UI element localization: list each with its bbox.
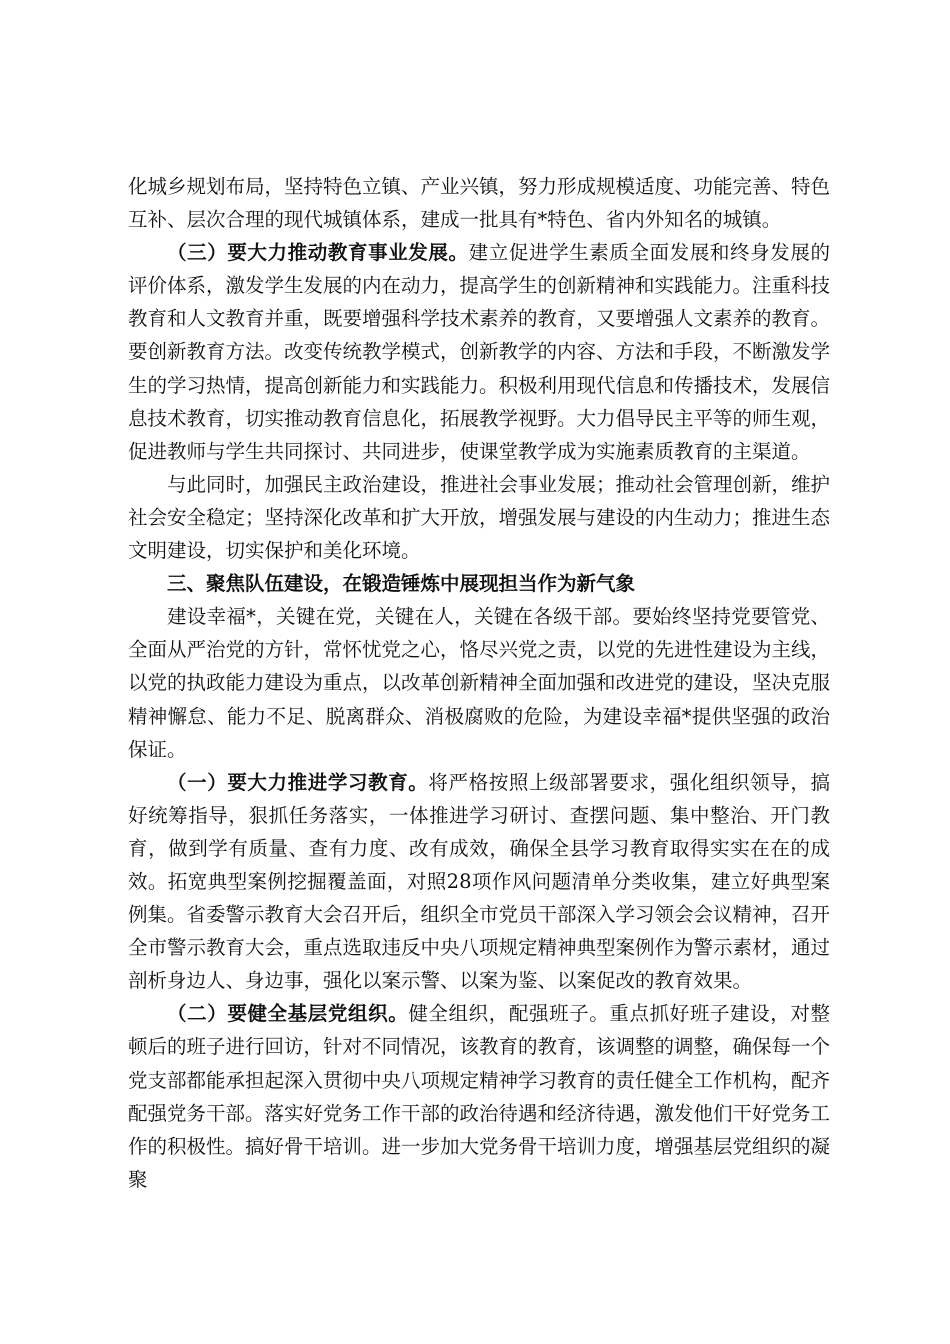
paragraph-study-education xyxy=(128,766,830,998)
paragraph-meanwhile: 与此同时，加强民主政治建设，推进社会事业发展；推动社会管理创新，维护社会安全稳定；坚持深化改革和扩大开放，增强发展与建设的内生动力；推进生态文明建设，切实保护和美化环境。 xyxy=(128,472,831,563)
document-body xyxy=(128,170,830,1196)
paragraph-urban-planning: 化城乡规划布局，坚持特色立镇、产业兴镇，努力形成规模适度、功能完善、特色互补、层次合理的现代城镇体系，建成一批具有*特色、省内外知名的城镇。 xyxy=(128,175,831,232)
paragraph-party-building: 建设幸福*，关键在党，关键在人，关键在各级干部。要始终坚持党要管党、全面从严治党的方针，常怀忧党之心，恪尽兴党之责，以党的先进性建设为主线，以党的执政能力建设为重点，以改革创新精神全面加强和改进党的建设，坚决克服精神懈怠、能力不足、脱离群众、消极腐败的危险，为建设幸福*提供坚强的政治保证。 xyxy=(128,605,831,761)
paragraph-grassroots-party xyxy=(128,997,830,1196)
section-heading-team-building: 三、聚焦队伍建设，在锻造锤炼中展现担当作为新气象 xyxy=(167,572,636,596)
section-lead-study-education: （一）要大力推进学习教育。 xyxy=(167,770,429,794)
paragraph-study-education-body: 将严格按照上级部署要求，强化组织领导，搞好统筹指导，狠抓任务落实，一体推进学习研讨、查摆问题、集中整治、开门教育，做到学有质量、查有力度、改有成效，确保全县学习教育取得实实在在的成效。拓宽典型案例挖掘覆盖面，对照28项作风问题清单分类收集，建立好典型案例集。省委警示教育大会召开后，组织全市党员干部深入学习领会会议精神，召开全市警示教育大会，重点选取违反中央八项规定精神典型案例作为警示素材，通过剖析身边人、身边事，强化以案示警、以案为鉴、以案促改的教育效果。 xyxy=(128,770,831,993)
paragraph-education-body: 建立促进学生素质全面发展和终身发展的评价体系，激发学生发展的内在动力，提高学生的创新精神和实践能力。注重科技教育和人文教育并重，既要增强科学技术素养的教育，又要增强人文素养的教育。要创新教育方法。改变传统教学模式，创新教学的内容、方法和手段，不断激发学生的学习热情，提高创新能力和实践能力。积极利用现代信息和传播技术，发展信息技术教育，切实推动教育信息化，拓展教学视野。大力倡导民主平等的师生观，促进教师与学生共同探讨、共同进步，使课堂教学成为实施素质教育的主渠道。 xyxy=(128,241,831,463)
paragraph-education xyxy=(128,236,830,468)
section-lead-education: （三）要大力推动教育事业发展。 xyxy=(167,241,469,265)
paragraph-grassroots-party-body: 健全组织，配强班子。重点抓好班子建设，对整顿后的班子进行回访，针对不同情况，该教育的教育，该调整的调整，确保每一个党支部都能承担起深入贯彻中央八项规定精神学习教育的责任健全工作机构，配齐配强党务干部。落实好党务工作干部的政治待遇和经济待遇，激发他们干好党务工作的积极性。搞好骨干培训。进一步加大党务骨干培训力度，增强基层党组织的凝聚 xyxy=(128,1002,831,1191)
section-lead-grassroots-party: （二）要健全基层党组织。 xyxy=(167,1002,409,1026)
